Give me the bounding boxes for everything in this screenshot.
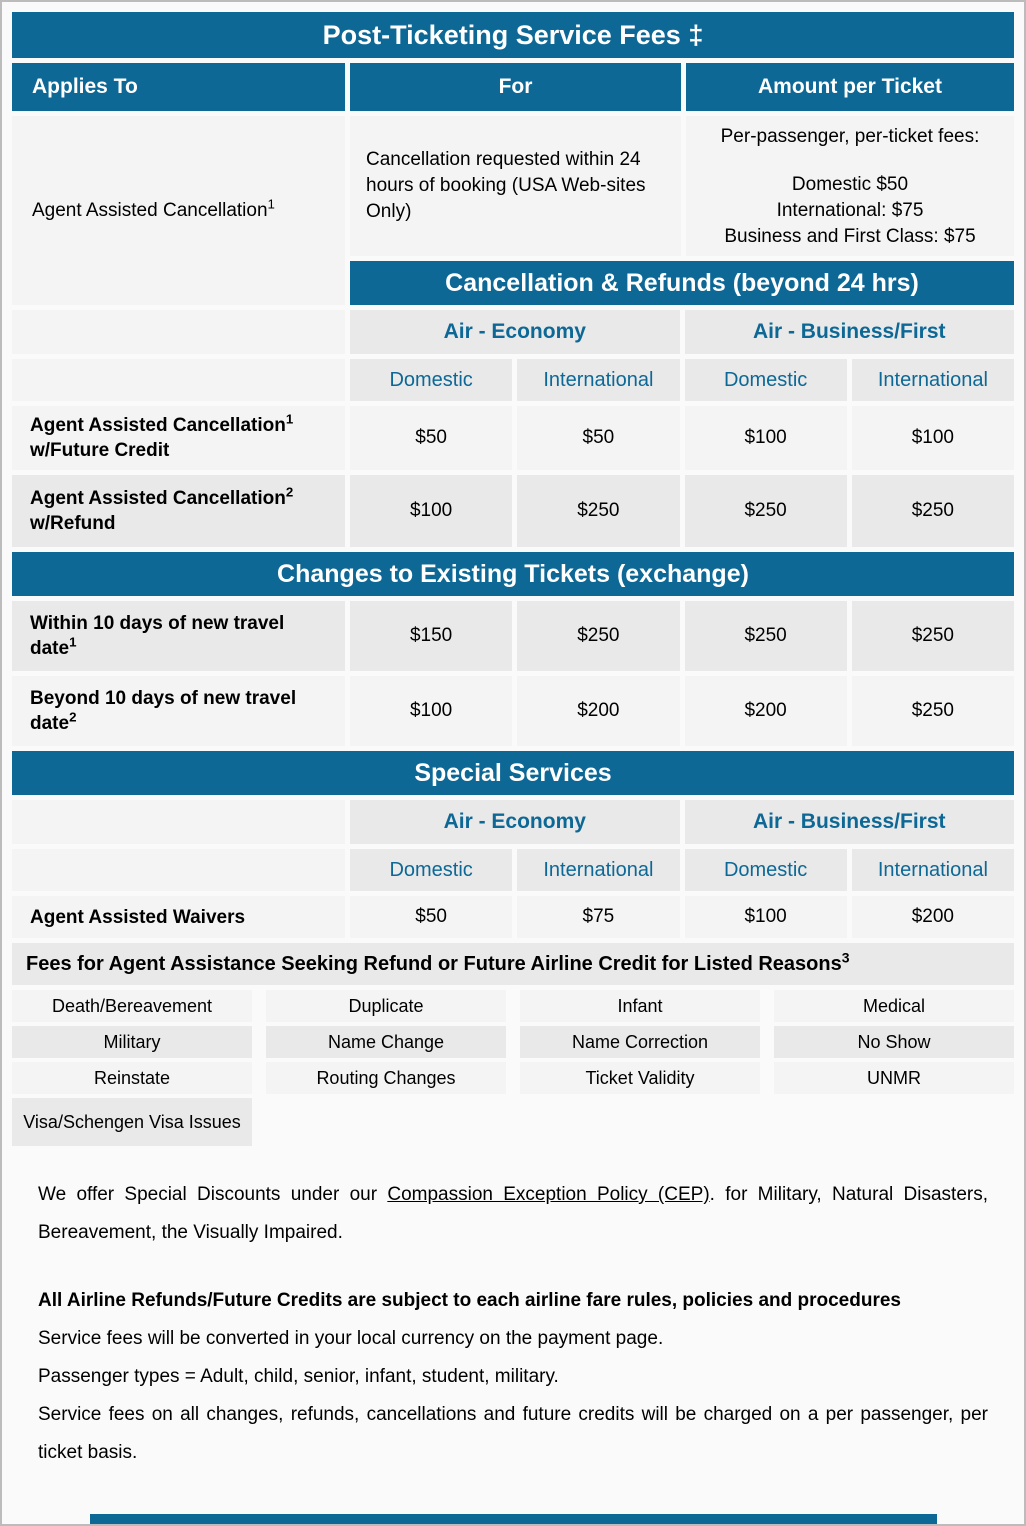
top-fee-table [12, 63, 1014, 305]
column-header-for: For [350, 63, 681, 111]
subcol-international: International [852, 359, 1014, 401]
footnote-1-sup: 1 [267, 196, 275, 212]
row-label-text-2: w/Future Credit [30, 440, 170, 461]
fee-value: $250 [517, 475, 679, 547]
fee-value: $100 [350, 676, 512, 746]
reason-item: Death/Bereavement [12, 990, 252, 1022]
fee-value: $200 [685, 676, 847, 746]
fee-value: $250 [517, 601, 679, 671]
column-header-amount: Amount per Ticket [686, 63, 1014, 111]
empty-cell [774, 1098, 1014, 1146]
empty-cell [12, 310, 345, 354]
amount-line: International: $75 [776, 200, 924, 221]
fee-matrix [12, 310, 1014, 938]
fee-value: $100 [685, 406, 847, 470]
fee-value: $50 [350, 896, 512, 938]
row-label-text: Within 10 days of new travel date [30, 613, 285, 659]
column-header-applies-to: Applies To [12, 63, 345, 111]
amount-line: Business and First Class: $75 [724, 226, 976, 247]
fee-value: $75 [517, 896, 679, 938]
row-label-agent-assisted-waivers: Agent Assisted Waivers [12, 896, 345, 938]
fee-value: $100 [852, 406, 1014, 470]
fee-value: $200 [517, 676, 679, 746]
reason-item: Ticket Validity [520, 1062, 760, 1094]
for-text: Cancellation requested within 24 hours of booking (USA Web-sites Only) [366, 149, 646, 222]
passenger-types-note: Passenger types = Adult, child, senior, infant, student, military. [38, 1366, 559, 1387]
reason-item: No Show [774, 1026, 1014, 1058]
row-label-beyond-10-days [12, 676, 345, 746]
applies-to-cell [12, 116, 345, 305]
row-label-text-2: w/Refund [30, 513, 116, 534]
section-bar-changes: Changes to Existing Tickets (exchange) [12, 552, 1014, 596]
fee-value: $250 [852, 601, 1014, 671]
fee-value: $50 [350, 406, 512, 470]
for-cell [350, 116, 681, 256]
cutoff-next-section-bar [90, 1514, 937, 1524]
subcol-domestic: Domestic [350, 849, 512, 891]
section-bar-special-services: Special Services [12, 751, 1014, 795]
reason-item: Military [12, 1026, 252, 1058]
empty-cell [520, 1098, 760, 1146]
reason-item: Reinstate [12, 1062, 252, 1094]
class-header-economy: Air - Economy [350, 310, 680, 354]
footnote-2-sup: 2 [285, 484, 294, 500]
class-header-business: Air - Business/First [685, 800, 1015, 844]
fee-value: $100 [350, 475, 512, 547]
per-ticket-note: Service fees on all changes, refunds, cancellations and future credits will be charged on a per passenger, per ticket basis. [38, 1404, 988, 1463]
reason-item: Medical [774, 990, 1014, 1022]
row-label-text: Agent Assisted Cancellation [30, 415, 286, 436]
cep-policy-link[interactable]: Compassion Exception Policy (CEP) [387, 1184, 710, 1205]
fee-value: $50 [517, 406, 679, 470]
reason-item: Visa/Schengen Visa Issues [12, 1098, 252, 1146]
cep-note [38, 1176, 988, 1252]
subcol-international: International [852, 849, 1014, 891]
subcol-international: International [517, 359, 679, 401]
reason-item: Name Correction [520, 1026, 760, 1058]
subcol-domestic: Domestic [350, 359, 512, 401]
empty-cell [12, 359, 345, 401]
reason-item: UNMR [774, 1062, 1014, 1094]
subcol-international: International [517, 849, 679, 891]
amount-line: Per-passenger, per-ticket fees: [720, 126, 980, 147]
empty-cell [12, 800, 345, 844]
footnote-1-sup: 1 [69, 634, 77, 650]
row-label-within-10-days [12, 601, 345, 671]
row-label-text: Agent Assisted Cancellation [30, 488, 286, 509]
reason-item: Infant [520, 990, 760, 1022]
applies-to-label: Agent Assisted Cancellation [32, 199, 268, 221]
refunds-policy-note: All Airline Refunds/Future Credits are subject to each airline fare rules, policies and procedures [38, 1290, 901, 1311]
row-label-cancel-refund [12, 475, 345, 547]
reason-item: Duplicate [266, 990, 506, 1022]
cep-note-pre: We offer Special Discounts under our [38, 1184, 388, 1205]
subcol-domestic: Domestic [685, 849, 847, 891]
fee-value: $150 [350, 601, 512, 671]
currency-note: Service fees will be converted in your local currency on the payment page. [38, 1328, 664, 1349]
fee-value: $250 [852, 475, 1014, 547]
class-header-economy: Air - Economy [350, 800, 680, 844]
reasons-grid [12, 990, 1014, 1146]
notes-section [12, 1146, 1014, 1472]
amount-line: Domestic $50 [791, 174, 909, 195]
section-bar-cancellation-refunds: Cancellation & Refunds (beyond 24 hrs) [350, 261, 1014, 305]
fee-value: $200 [852, 896, 1014, 938]
reasons-header [12, 943, 1014, 985]
empty-cell [12, 849, 345, 891]
subcol-domestic: Domestic [685, 359, 847, 401]
class-header-business: Air - Business/First [685, 310, 1015, 354]
reason-item: Name Change [266, 1026, 506, 1058]
footnote-2-sup: 2 [69, 709, 77, 725]
empty-cell [266, 1098, 506, 1146]
fee-value: $100 [685, 896, 847, 938]
amount-cell [686, 116, 1014, 256]
cep-note-post: . for Military, Natural Disasters, Bereavement, the Visually Impaired. [38, 1184, 988, 1243]
fee-value: $250 [685, 475, 847, 547]
footnote-1-sup: 1 [285, 411, 294, 427]
row-label-cancel-future-credit [12, 406, 345, 470]
reasons-header-text: Fees for Agent Assistance Seeking Refund or Future Airline Credit for Listed Reasons [26, 952, 842, 975]
footnote-3-sup: 3 [841, 948, 850, 965]
fee-value: $250 [852, 676, 1014, 746]
reason-item: Routing Changes [266, 1062, 506, 1094]
page-title: Post-Ticketing Service Fees ‡ [12, 12, 1014, 58]
row-label-text: Beyond 10 days of new travel date [30, 688, 297, 734]
fee-value: $250 [685, 601, 847, 671]
